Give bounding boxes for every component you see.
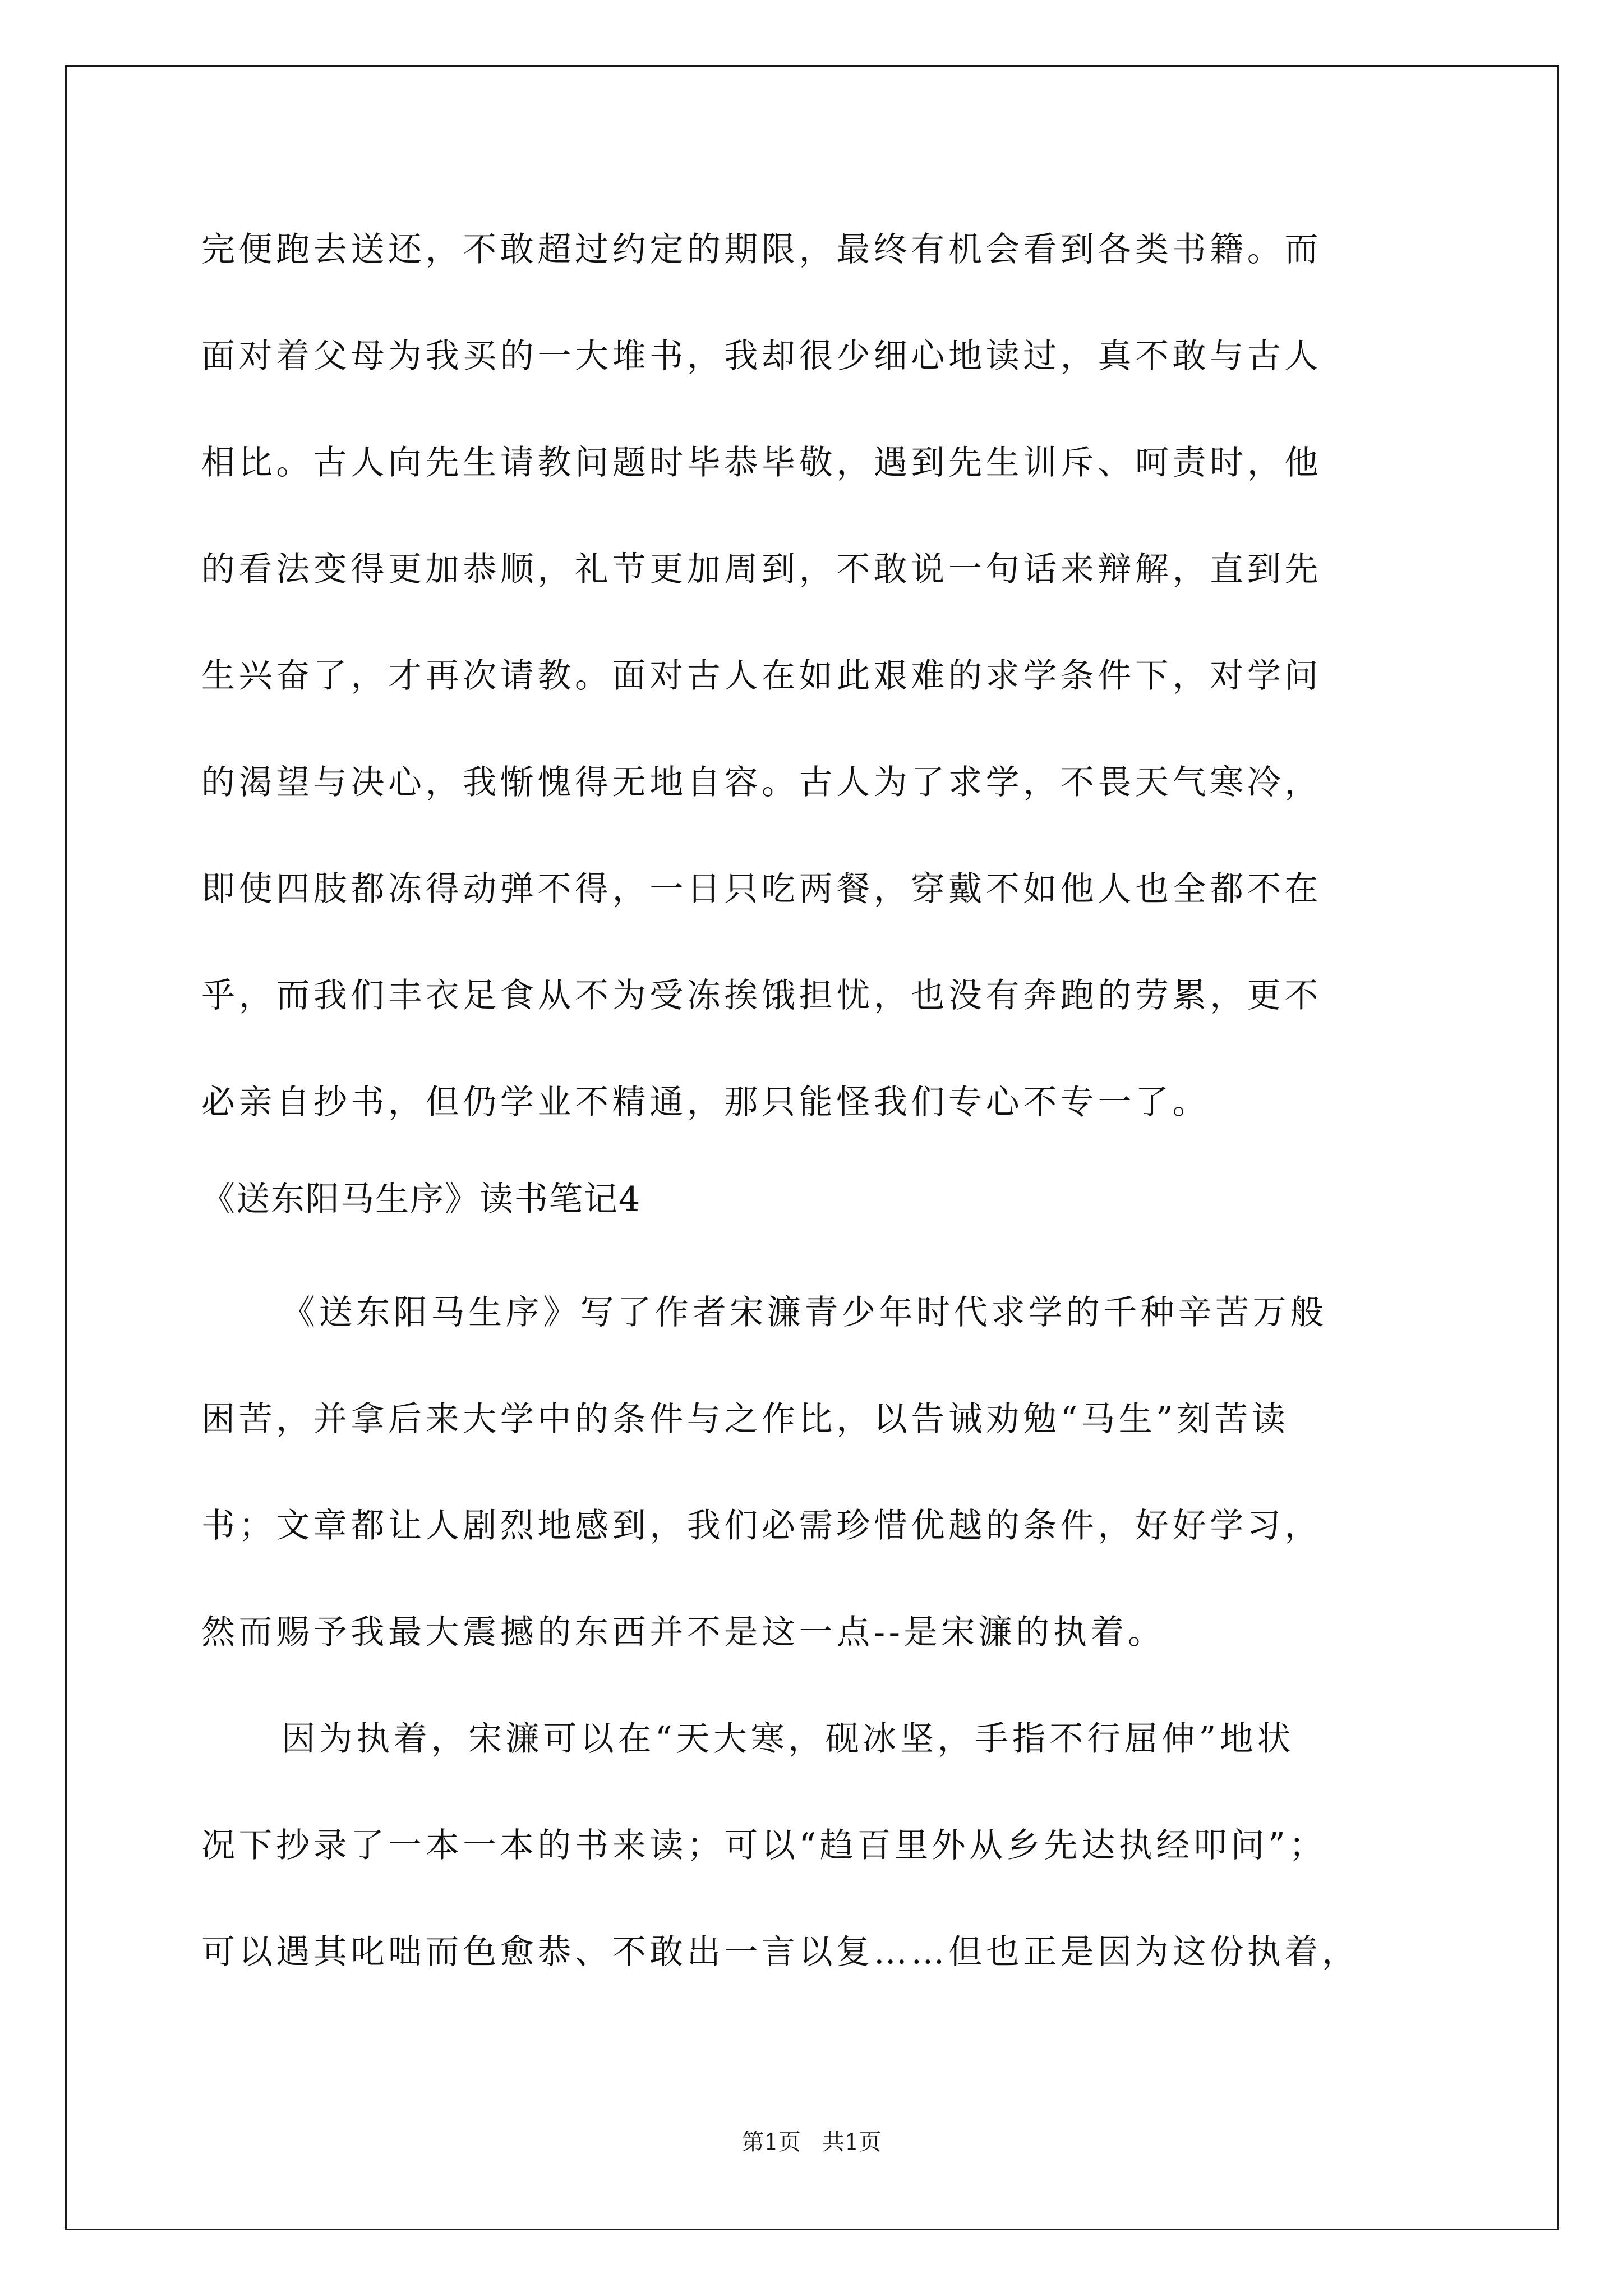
page-footer: 第1页 共1页 (741, 2129, 882, 2155)
body-text-line: 乎，而我们丰衣足食从不为受冻挨饿担忧，也没有奔跑的劳累，更不 (201, 976, 1322, 1015)
body-text-line: 相比。古人向先生请教问题时毕恭毕敬，遇到先生训斥、呵责时，他 (201, 443, 1322, 482)
body-text-line: 生兴奋了，才再次请教。面对古人在如此艰难的求学条件下，对学问 (201, 656, 1322, 696)
body-text-line: 完便跑去送还，不敢超过约定的期限，最终有机会看到各类书籍。而 (201, 230, 1322, 269)
body-text-line: 因为执着，宋濂可以在“天大寒，砚冰坚，手指不行屈伸”地状 (282, 1719, 1295, 1759)
body-text-line: 面对着父母为我买的一大堆书，我却很少细心地读过，真不敢与古人 (201, 337, 1322, 376)
section-heading: 《送东阳马生序》读书笔记4 (201, 1180, 642, 1219)
body-text-line: 的渴望与决心，我惭愧得无地自容。古人为了求学，不畏天气寒冷， (201, 763, 1322, 802)
body-text-line: 书；文章都让人剧烈地感到，我们必需珍惜优越的条件，好好学习， (201, 1506, 1322, 1545)
body-text-line: 可以遇其叱咄而色愈恭、不敢出一言以复……但也正是因为这份执着， (201, 1932, 1359, 1972)
body-text-line: 《送东阳马生序》写了作者宋濂青少年时代求学的千种辛苦万般 (282, 1293, 1327, 1332)
body-text-line: 即使四肢都冻得动弹不得，一日只吃两餐，穿戴不如他人也全都不在 (201, 869, 1322, 909)
body-text-line: 况下抄录了一本一本的书来读；可以“趋百里外从乡先达执经叩问”； (201, 1826, 1326, 1865)
page-border (65, 65, 1559, 2230)
body-text-line: 然而赐予我最大震撼的东西并不是这一点--是宋濂的执着。 (201, 1613, 1165, 1652)
body-text-line: 的看法变得更加恭顺，礼节更加周到，不敢说一句话来辩解，直到先 (201, 550, 1322, 589)
body-text-line: 困苦，并拿后来大学中的条件与之作比，以告诫劝勉“马生”刻苦读 (201, 1400, 1289, 1439)
body-text-line: 必亲自抄书，但仍学业不精通，那只能怪我们专心不专一了。 (201, 1083, 1210, 1122)
